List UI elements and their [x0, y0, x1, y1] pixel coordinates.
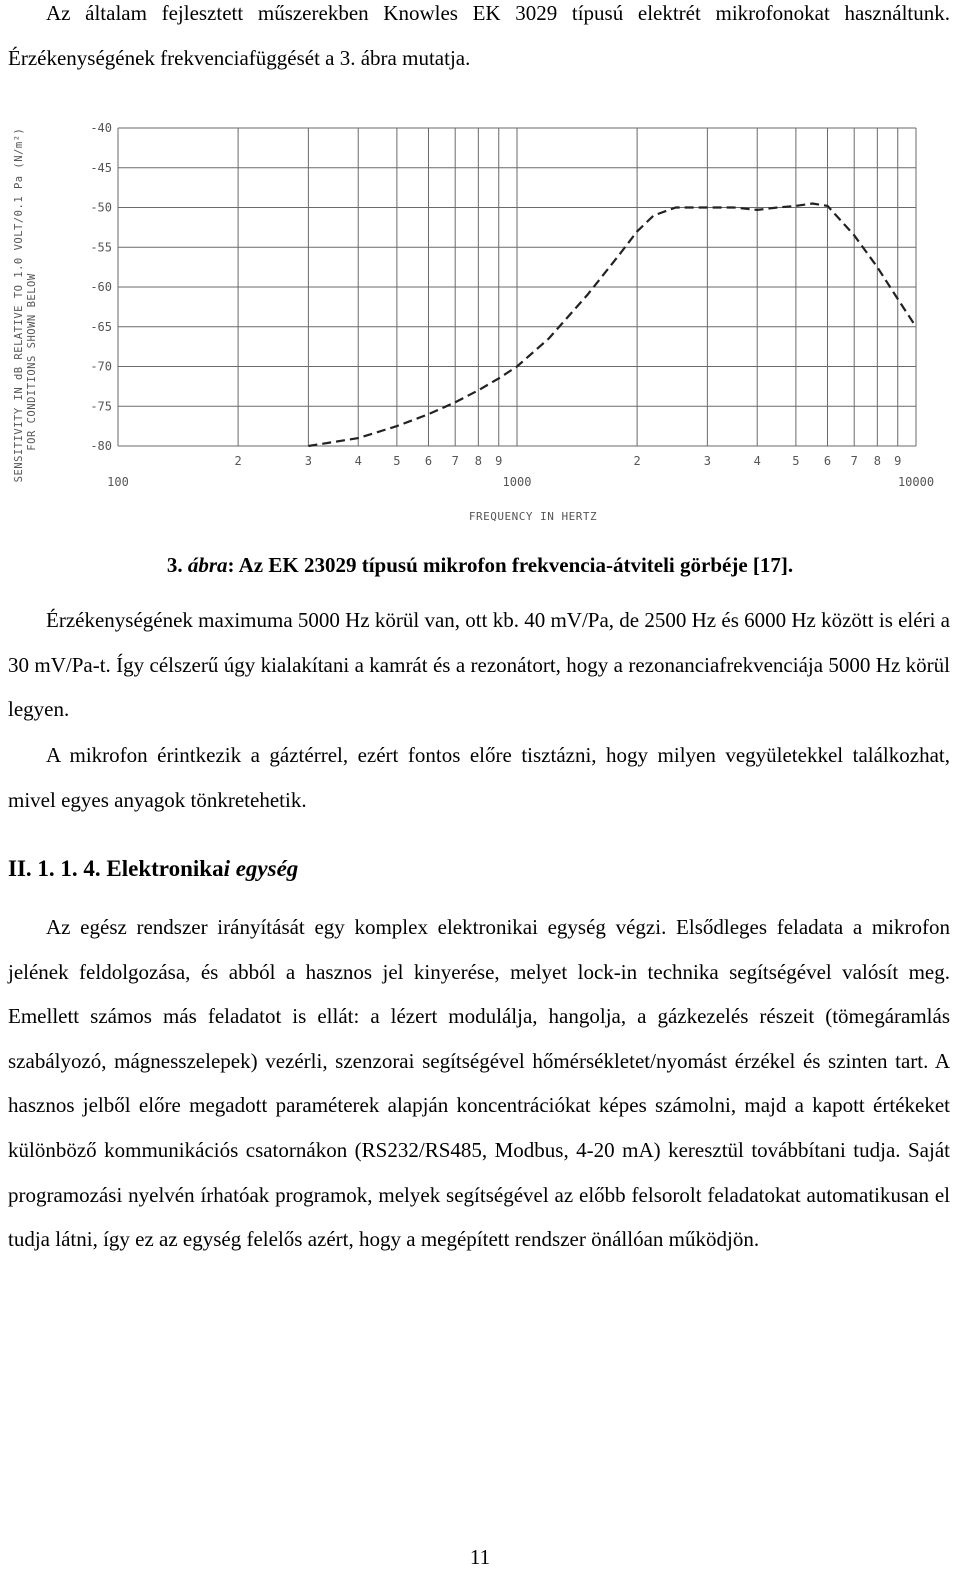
- x-minor-tick-label: 4: [753, 454, 761, 468]
- x-minor-tick-label: 5: [393, 454, 401, 468]
- x-minor-tick-label: 7: [451, 454, 459, 468]
- section-title-italic: i egység: [223, 856, 299, 881]
- x-minor-tick-label: 4: [354, 454, 362, 468]
- x-minor-tick-label: 9: [495, 454, 503, 468]
- figure-caption-number: 3.: [166, 553, 188, 577]
- gas-contact-paragraph: A mikrofon érintkezik a gáztérrel, ezért fontos előre tisztázni, hogy milyen vegyületekkel találkozhat, mivel egyes anyagok tönkretehetik.: [8, 743, 950, 812]
- y-tick-label: -40: [90, 121, 112, 135]
- electronics-paragraph: Az egész rendszer irányítását egy komplex elektronikai egység végzi. Elsődleges feladata a mikrofon jelének feldolgozása, és abból a hasznos jel kinyerése, melyet lock-in technika segítségével valósít meg. Emellett számos más feladatot is ellát: a lézert modulálja, hangolja, a gázkezelés részeit (tömegáramlás szabályozó, mágnesszelepek) vezérli, szenzorai segítségével hőmérsékletet/nyomást érzékel és szinten tart. A hasznos jelből előre megadott paraméterek alapján koncentrációkat képes számolni, majd a kapott értékeket különböző kommunikációs csatornákon (RS232/RS485, Modbus, 4-20 mA) keresztül továbbítani tudja. Saját programozási nyelvén írhatóak programok, melyek segítségével az előbb felsorolt feladatokat automatikusan el tudja látni, így ez az egység felelős azért, hogy a megépített rendszer önállóan működjön.: [8, 915, 950, 1252]
- intro-paragraph: Az általam fejlesztett műszerekben Knowles EK 3029 típusú elektrét mikrofonokat használtunk. Érzékenységének frekvenciafüggését a 3. ábra mutatja.: [8, 1, 950, 70]
- x-axis-label: FREQUENCY IN HERTZ: [468, 510, 598, 523]
- y-axis-label-conditions: FOR CONDITIONS SHOWN BELOW: [26, 273, 38, 451]
- x-major-tick-label: 1000: [502, 475, 532, 489]
- y-tick-label: -75: [90, 399, 112, 414]
- x-minor-tick-label: 8: [873, 454, 881, 468]
- y-axis-label: SENSITIVITY IN dB RELATIVE TO 1.0 VOLT/0.1 Pa (N/m²): [13, 127, 25, 483]
- x-minor-tick-label: 2: [633, 454, 641, 468]
- response-curve: [308, 204, 916, 447]
- y-tick-label: -45: [90, 160, 112, 175]
- y-tick-label: -65: [90, 319, 112, 334]
- x-major-tick-label: 10000: [897, 475, 935, 489]
- x-minor-tick-label: 7: [850, 454, 858, 468]
- section-number: II. 1. 1. 4.: [8, 856, 107, 881]
- page-number: 11: [469, 1545, 491, 1569]
- figure-caption: [0, 553, 960, 578]
- y-tick-label: -55: [90, 240, 112, 255]
- x-minor-tick-label: 3: [703, 454, 711, 468]
- y-tick-label: -60: [90, 280, 112, 294]
- x-minor-tick-label: 5: [792, 454, 800, 468]
- section-title-bold: Elektronika: [106, 856, 224, 881]
- figure-caption-text: : Az EK 23029 típusú mikrofon frekvencia-átviteli görbéje [17].: [227, 553, 794, 577]
- x-minor-tick-label: 9: [894, 454, 902, 468]
- frequency-response-figure: [8, 92, 952, 532]
- x-minor-tick-label: 6: [823, 454, 832, 468]
- x-minor-tick-label: 2: [234, 454, 242, 468]
- section-heading: [8, 856, 298, 882]
- x-minor-tick-label: 3: [304, 454, 312, 468]
- x-minor-tick-label: 6: [424, 454, 433, 468]
- sensitivity-paragraph: Érzékenységének maximuma 5000 Hz körül van, ott kb. 40 mV/Pa, de 2500 Hz és 6000 Hz között is eléri a 30 mV/Pa-t. Így célszerű úgy kialakítani a kamrát és a rezonátort, hogy a rezonanciafrekvenciája 5000 Hz körül legyen.: [8, 608, 950, 722]
- y-tick-label: -70: [90, 359, 112, 374]
- x-major-tick-label: 100: [107, 475, 129, 489]
- frequency-response-chart: [8, 92, 952, 532]
- figure-caption-label: ábra: [187, 553, 228, 577]
- y-tick-label: -80: [90, 439, 112, 453]
- y-tick-label: -50: [90, 200, 112, 215]
- x-minor-tick-label: 8: [474, 454, 482, 468]
